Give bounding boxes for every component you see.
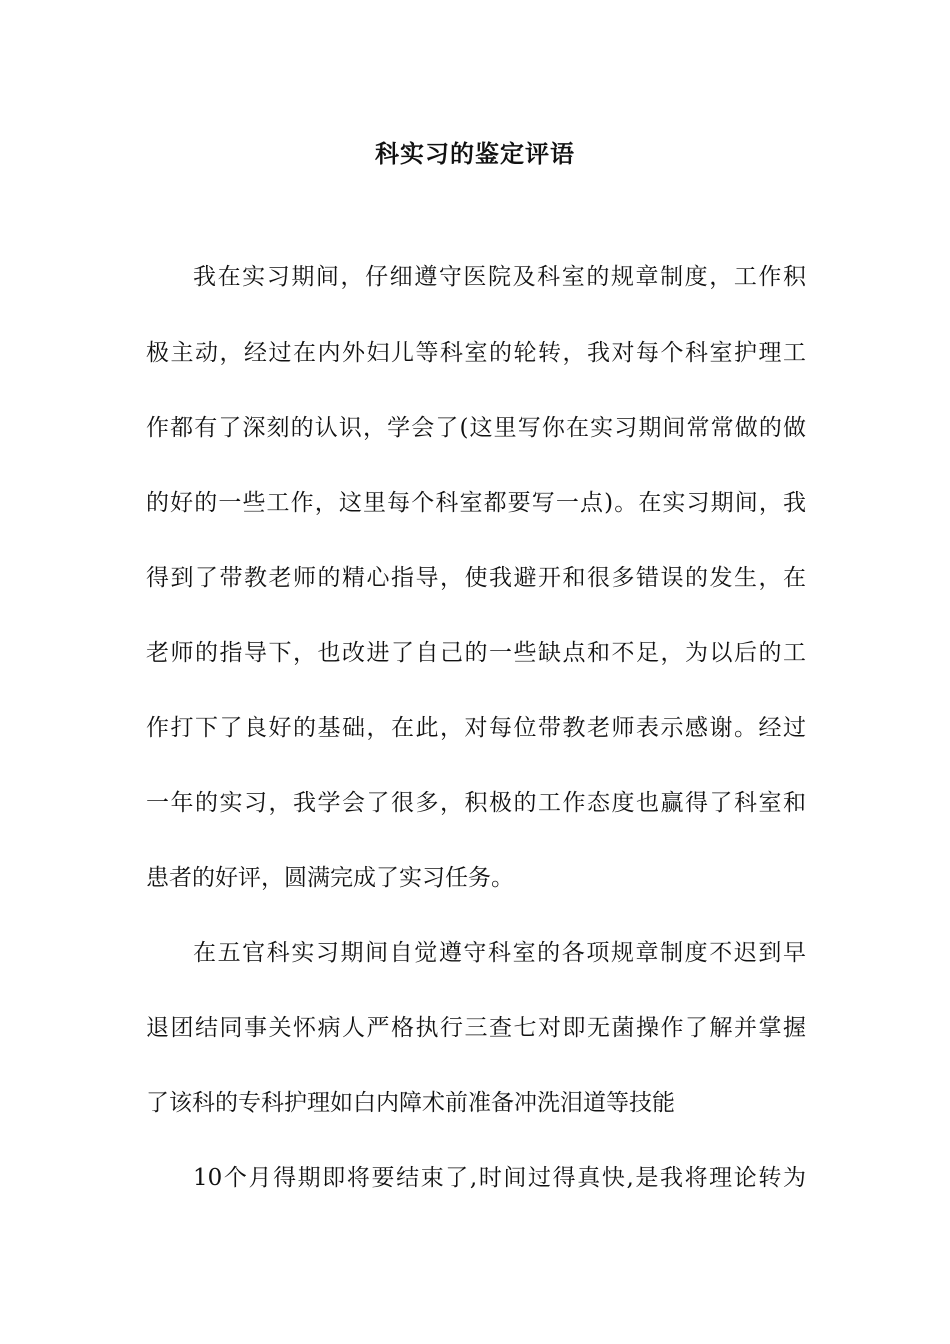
paragraph-1-line-4: 的好的一些工作，这里每个科室都要写一点)。在实习期间，我 bbox=[146, 490, 806, 516]
paragraph-2-line-2: 退团结同事关怀病人严格执行三查七对即无菌操作了解并掌握 bbox=[146, 1015, 806, 1041]
paragraph-3-line-1: 10个月得期即将要结束了,时间过得真快,是我将理论转为 bbox=[193, 1165, 806, 1191]
paragraph-1-line-5: 得到了带教老师的精心指导，使我避开和很多错误的发生，在 bbox=[146, 565, 806, 591]
document-title: 科实习的鉴定评语 bbox=[375, 140, 575, 168]
paragraph-1-line-9: 患者的好评，圆满完成了实习任务。 bbox=[146, 865, 514, 891]
paragraph-1-line-6: 老师的指导下，也改进了自己的一些缺点和不足，为以后的工 bbox=[146, 640, 806, 666]
paragraph-1-line-8: 一年的实习，我学会了很多，积极的工作态度也赢得了科室和 bbox=[146, 790, 806, 816]
paragraph-2-line-3: 了该科的专科护理如白内障术前准备冲洗泪道等技能 bbox=[146, 1090, 675, 1116]
paragraph-1-line-7: 作打下了良好的基础，在此，对每位带教老师表示感谢。经过 bbox=[146, 715, 806, 741]
paragraph-2-line-1: 在五官科实习期间自觉遵守科室的各项规章制度不迟到早 bbox=[193, 940, 806, 966]
paragraph-1-line-2: 极主动，经过在内外妇儿等科室的轮转，我对每个科室护理工 bbox=[146, 340, 806, 366]
paragraph-1-line-1: 我在实习期间，仔细遵守医院及科室的规章制度，工作积 bbox=[193, 264, 806, 290]
paragraph-1-line-3: 作都有了深刻的认识，学会了(这里写你在实习期间常常做的做 bbox=[146, 415, 806, 441]
